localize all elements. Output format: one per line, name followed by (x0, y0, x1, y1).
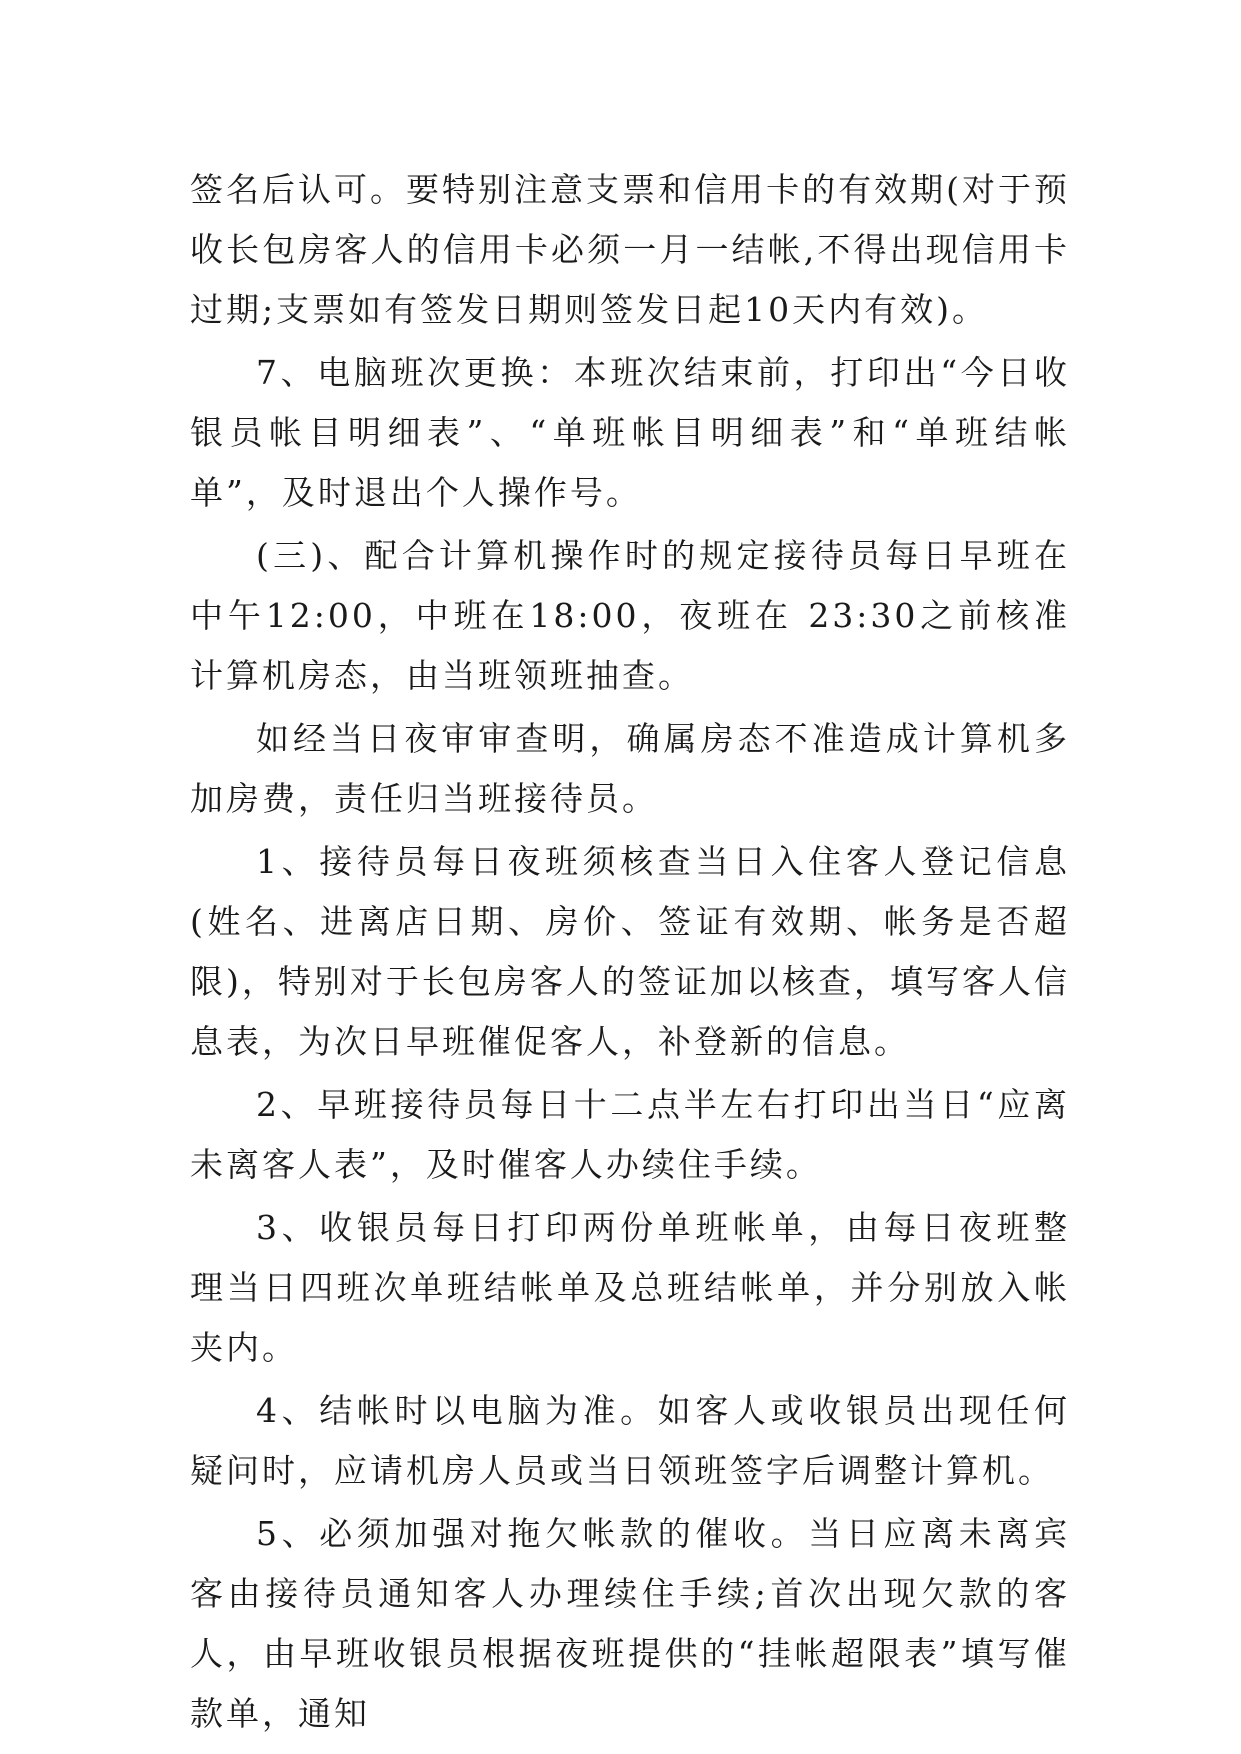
paragraph-item-2: 2、早班接待员每日十二点半左右打印出当日“应离未离客人表”，及时催客人办续住手续。 (190, 1085, 1070, 1184)
paragraph-shift-change: 7、电脑班次更换：本班次结束前，打印出“今日收银员帐目明细表”、“单班帐目明细表”和“单班结帐单”，及时退出个人操作号。 (190, 353, 1070, 512)
paragraph-credit-validity: 签名后认可。要特别注意支票和信用卡的有效期(对于预收长包房客人的信用卡必须一月一结帐,不得出现信用卡过期;支票如有签发日期则签发日起10天内有效)。 (190, 170, 1070, 329)
paragraph-item-3: 3、收银员每日打印两份单班帐单，由每日夜班整理当日四班次单班结帐单及总班结帐单，并分别放入帐夹内。 (190, 1208, 1070, 1367)
document-body (190, 160, 1070, 1747)
paragraph-item-1: 1、接待员每日夜班须核查当日入住客人登记信息(姓名、进离店日期、房价、签证有效期、帐务是否超限)，特别对于长包房客人的签证加以核查，填写客人信息表，为次日早班催促客人，补登新的信息。 (190, 842, 1070, 1061)
paragraph-night-audit: 如经当日夜审审查明，确属房态不准造成计算机多加房费，责任归当班接待员。 (190, 719, 1070, 818)
paragraph-item-4: 4、结帐时以电脑为准。如客人或收银员出现任何疑问时，应请机房人员或当日领班签字后调整计算机。 (190, 1391, 1070, 1490)
paragraph-item-5: 5、必须加强对拖欠帐款的催收。当日应离未离宾客由接待员通知客人办理续住手续;首次出现欠款的客人，由早班收银员根据夜班提供的“挂帐超限表”填写催款单，通知 (190, 1514, 1070, 1733)
paragraph-computer-rules: (三)、配合计算机操作时的规定接待员每日早班在中午12:00，中班在18:00，夜班在 23:30之前核准计算机房态，由当班领班抽查。 (190, 536, 1070, 695)
